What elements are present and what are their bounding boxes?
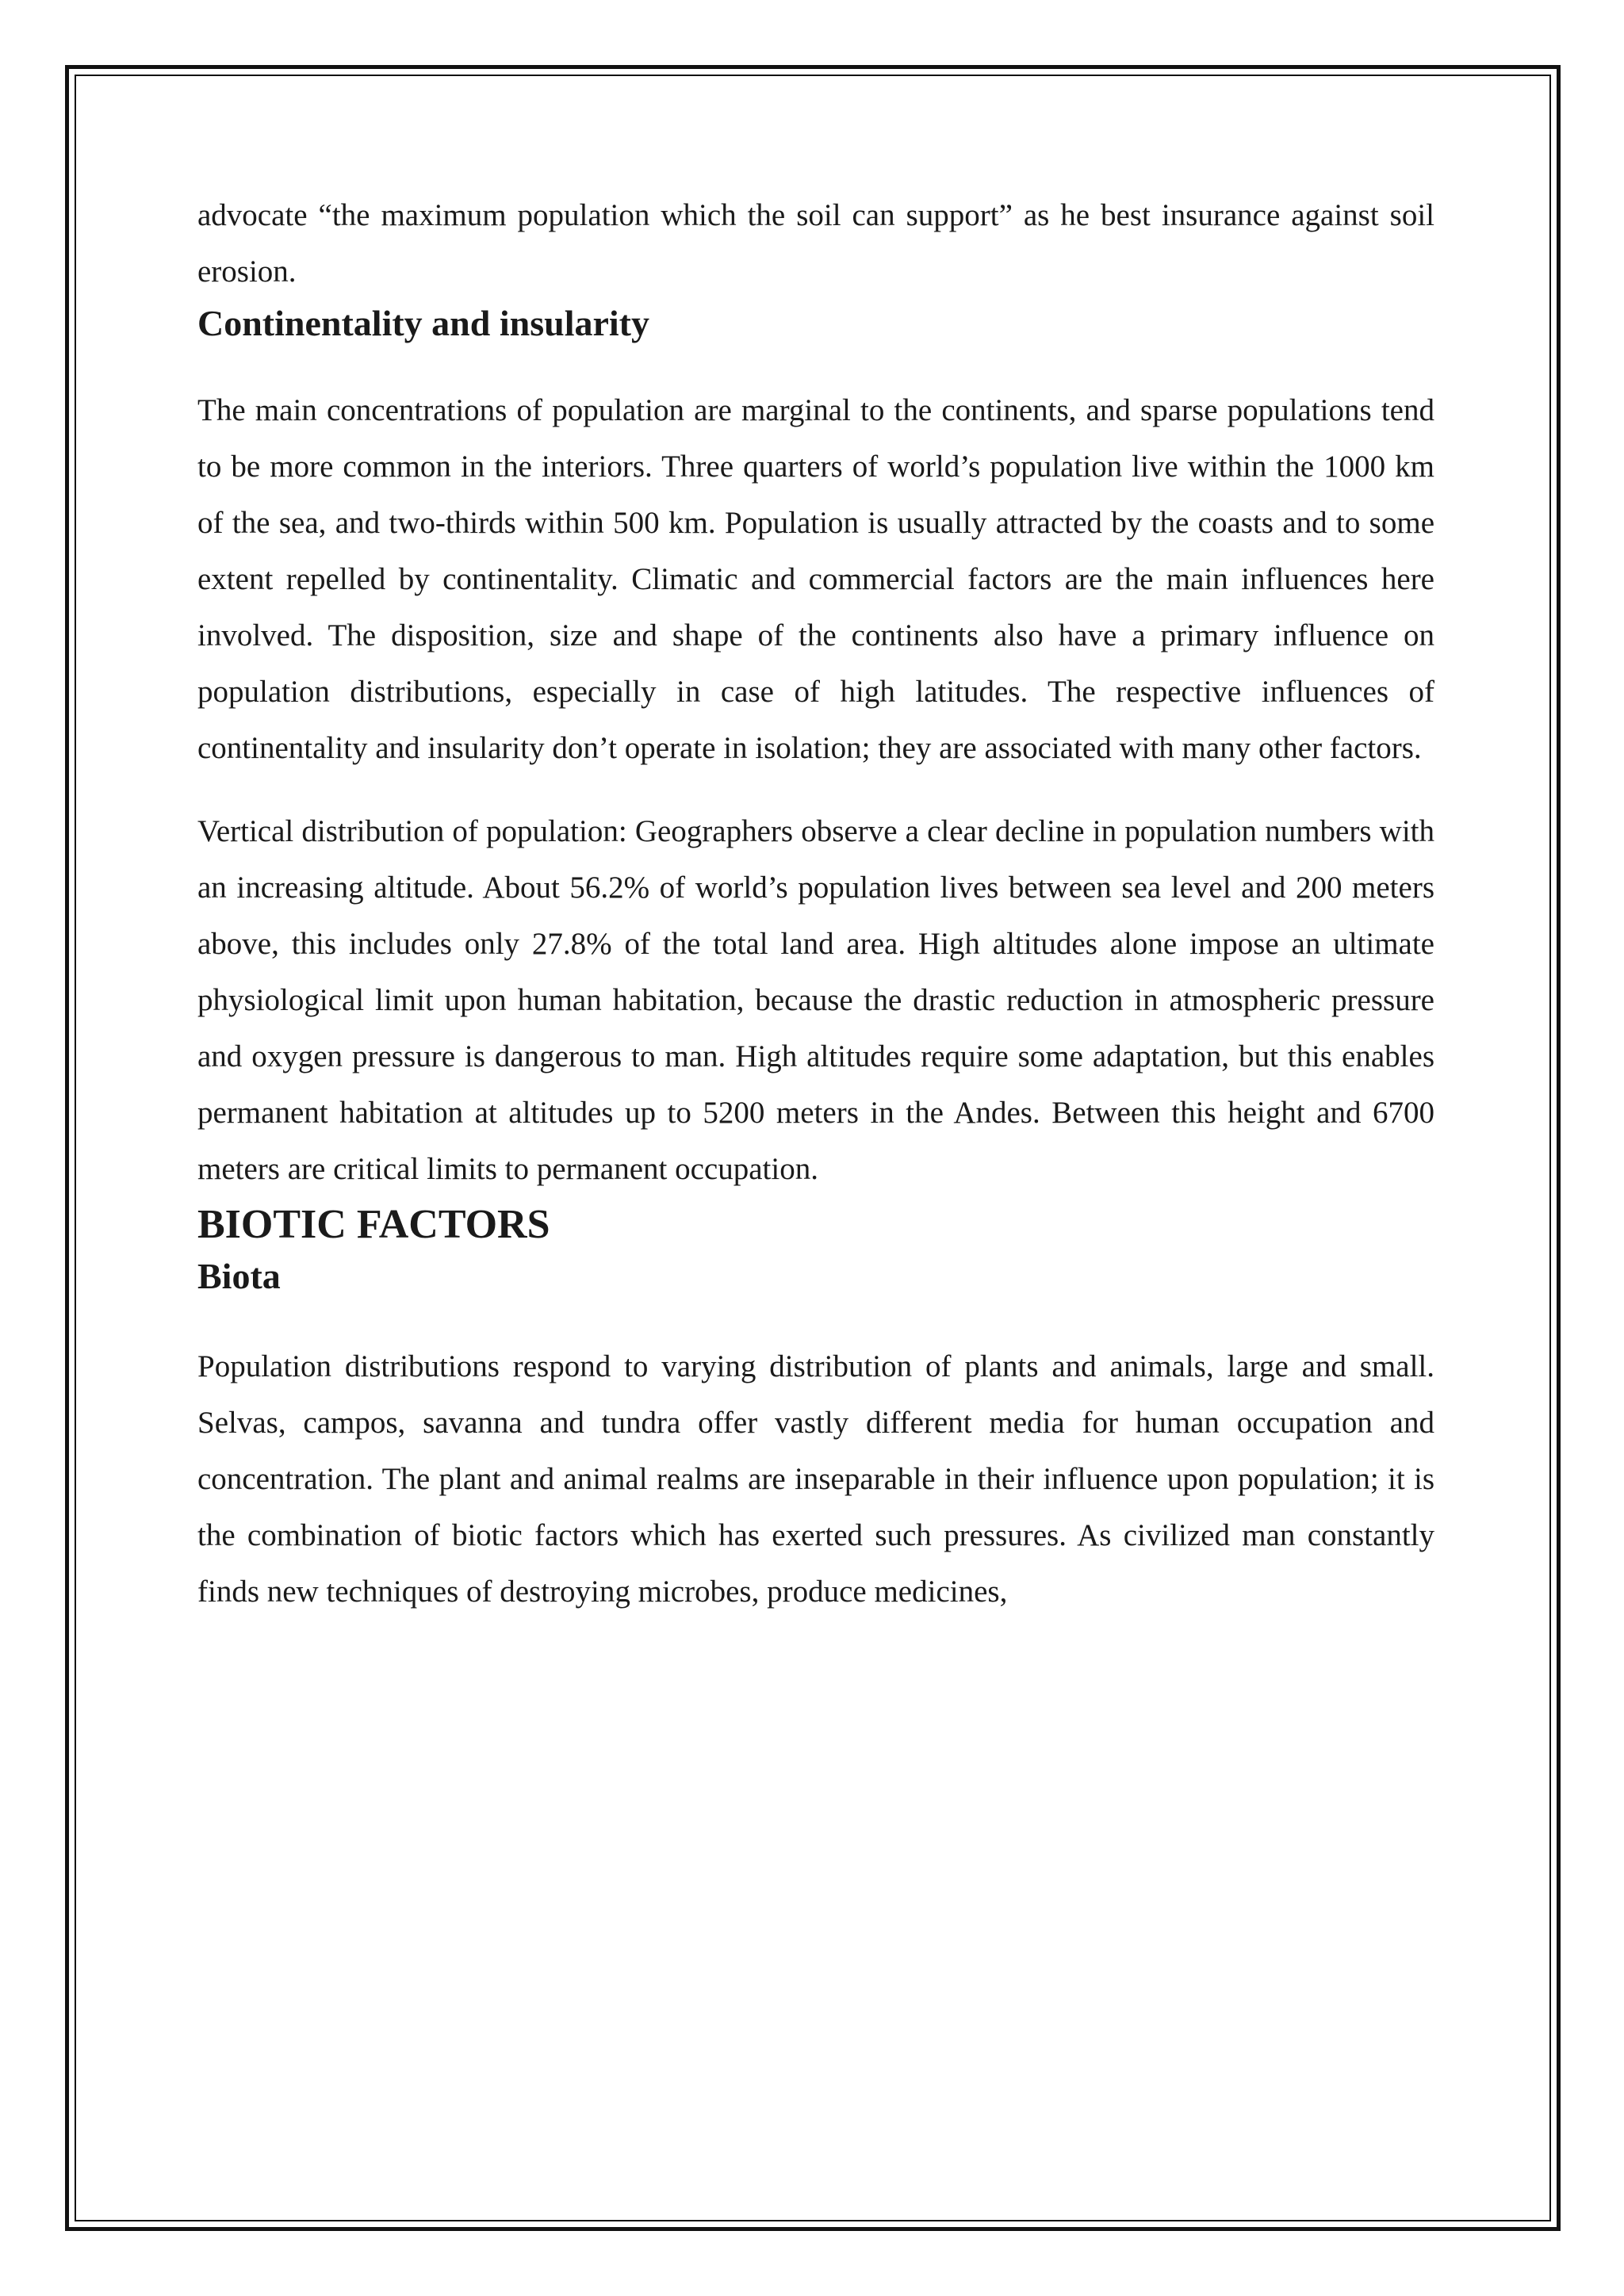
heading-biota: Biota	[197, 1256, 281, 1296]
heading-biotic-factors: BIOTIC FACTORS	[197, 1202, 550, 1247]
paragraph-continentality: The main concentrations of population are marginal to the continents, and sparse populations tend to be more common in the interiors. Three quarters of world’s population live within the 1000 km of the sea, and two-thirds within 500 km. Population is usually attracted by the coasts and to some extent repelled by continentality. Climatic and commercial factors are the main influences here involved. The disposition, size and shape of the continents also have a primary influence on population distributions, especially in case of high latitudes. The respective influences of continentality and insularity don’t operate in isolation; they are associated with many other factors.	[197, 393, 1434, 765]
document-body	[197, 187, 1434, 1620]
paragraph-vertical-distribution: Vertical distribution of population: Geographers observe a clear decline in population numbers with an increasing altitude. About 56.2% of world’s population lives between sea level and 200 meters above, this includes only 27.8% of the total land area. High altitudes alone impose an ultimate physiological limit upon human habitation, because the drastic reduction in atmospheric pressure and oxygen pressure is dangerous to man. High altitudes require some adaptation, but this enables permanent habitation at altitudes up to 5200 meters in the Andes. Between this height and 6700 meters are critical limits to permanent occupation.	[197, 814, 1434, 1186]
paragraph-intro: advocate “the maximum population which the soil can support” as he best insurance against soil erosion.	[197, 198, 1434, 289]
paragraph-biota: Population distributions respond to varying distribution of plants and animals, large and small. Selvas, campos, savanna and tundra offer vastly different media for human occupation and concentration. The plant and animal realms are inseparable in their influence upon population; it is the combination of biotic factors which has exerted such pressures. As civilized man constantly finds new techniques of destroying microbes, produce medicines,	[197, 1349, 1434, 1609]
heading-continentality: Continentality and insularity	[197, 303, 649, 343]
